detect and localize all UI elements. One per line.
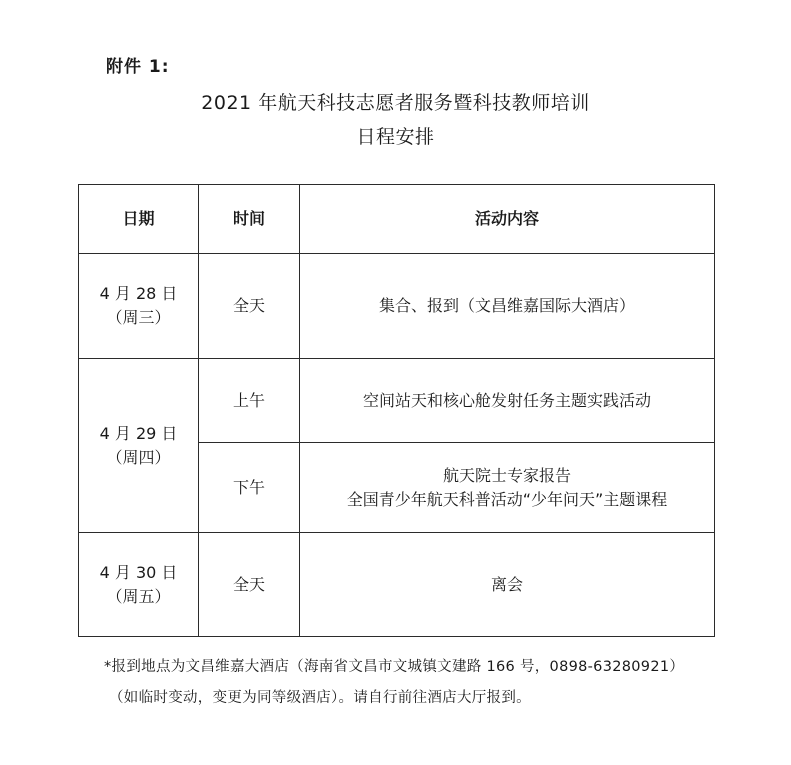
weekday-text: （周三） bbox=[106, 308, 171, 327]
activity-cell bbox=[300, 359, 715, 443]
header-date: 日期 bbox=[79, 185, 199, 254]
table-row bbox=[79, 254, 715, 359]
activity-cell bbox=[300, 533, 715, 637]
activity-cell bbox=[300, 254, 715, 359]
table-row bbox=[79, 359, 715, 443]
time-cell: 上午 bbox=[199, 359, 300, 443]
time-cell: 下午 bbox=[199, 443, 300, 533]
header-time: 时间 bbox=[199, 185, 300, 254]
attachment-label: 附件 1: bbox=[106, 57, 170, 77]
schedule-table bbox=[78, 184, 715, 637]
activity-cell bbox=[300, 443, 715, 533]
document-title: 2021 年航天科技志愿者服务暨科技教师培训 bbox=[201, 92, 590, 114]
date-text: 4 月 30 日 bbox=[99, 562, 178, 582]
registration-note-continued: （如临时变动，变更为同等级酒店）。请自行前往酒店大厅报到。 bbox=[109, 690, 531, 706]
time-cell: 全天 bbox=[199, 533, 300, 637]
registration-note: *报到地点为文昌维嘉大酒店（海南省文昌市文城镇文建路 166 号，0898-63280921） bbox=[104, 659, 685, 675]
table-header-row bbox=[79, 185, 715, 254]
date-cell bbox=[79, 254, 199, 359]
activity-text: 离会 bbox=[490, 574, 523, 594]
date-cell bbox=[79, 533, 199, 637]
date-text: 4 月 28 日 bbox=[99, 284, 178, 303]
activity-text: 航天院士专家报告 bbox=[442, 465, 571, 485]
activity-text: 全国青少年航天科普活动“少年问天”主题课程 bbox=[346, 489, 668, 509]
activity-text: 集合、报到（文昌维嘉国际大酒店） bbox=[378, 296, 635, 315]
document-subtitle: 日程安排 bbox=[356, 126, 435, 148]
table-row bbox=[79, 533, 715, 637]
time-cell: 全天 bbox=[199, 254, 300, 359]
date-text: 4 月 29 日 bbox=[99, 423, 178, 443]
header-activity: 活动内容 bbox=[300, 185, 715, 254]
weekday-text: （周五） bbox=[106, 586, 171, 606]
weekday-text: （周四） bbox=[106, 447, 171, 467]
date-cell bbox=[79, 359, 199, 533]
activity-text: 空间站天和核心舱发射任务主题实践活动 bbox=[362, 390, 651, 410]
